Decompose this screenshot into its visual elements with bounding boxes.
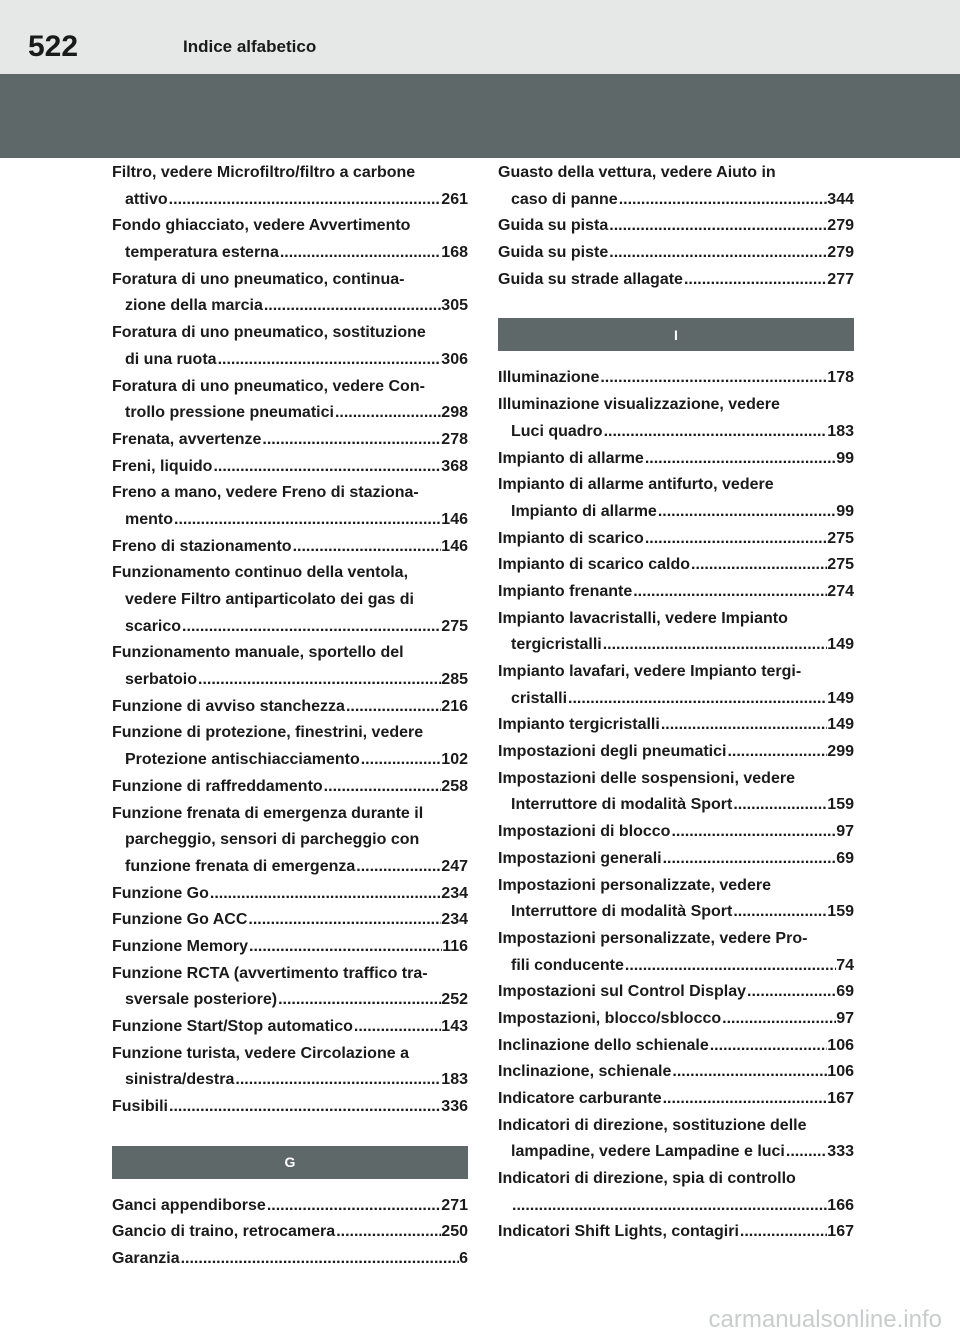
entry-page-number: 298 (441, 404, 468, 422)
entry-text: Funzionamento manuale, sportello del (112, 644, 404, 662)
entry-leader-line (498, 1006, 854, 1033)
index-entry (498, 1086, 854, 1113)
index-entry (112, 907, 468, 934)
entry-text: Impianto di allarme (511, 502, 657, 520)
entry-text: Indicatore carburante (498, 1090, 662, 1107)
entry-page-number: 143 (441, 1018, 468, 1035)
entry-text: Funzione turista, vedere Circolazione a (112, 1044, 409, 1062)
entry-text: zione della marcia (125, 297, 263, 315)
leader-dots (662, 846, 837, 873)
index-entry (498, 526, 854, 553)
entry-text: Inclinazione dello schienale (498, 1036, 709, 1054)
leader-dots (599, 365, 827, 392)
leader-dots (683, 267, 827, 294)
entry-text: Funzionamento continuo della ventola, (112, 564, 409, 582)
index-entry (498, 1006, 854, 1033)
entry-text: Guida su piste (498, 244, 609, 262)
leader-dots (355, 854, 441, 881)
entry-page-number: 333 (827, 1143, 854, 1161)
entry-text: Impianto lavafari, vedere Impianto tergi- (498, 663, 802, 680)
entry-leader-line (112, 240, 468, 267)
entry-text: funzione frenata di emergenza (125, 857, 356, 875)
entry-page-number: 167 (827, 1223, 854, 1241)
leader-dots (657, 499, 836, 526)
index-entry (498, 240, 854, 267)
entry-page-number: 99 (836, 449, 854, 467)
leader-dots (739, 1219, 827, 1246)
entry-leader-line (498, 739, 854, 766)
entry-leader-line (498, 979, 854, 1006)
index-column-left (112, 160, 468, 1273)
entry-page-number: 166 (827, 1196, 854, 1214)
entry-leader-line (112, 747, 468, 774)
entry-page-number: 344 (827, 190, 854, 208)
entry-leader-line (112, 534, 468, 561)
entry-leader-line (112, 400, 468, 427)
leader-dots (632, 579, 827, 606)
entry-text: Impianto frenante (498, 582, 633, 600)
entry-page-number: 99 (836, 502, 854, 520)
entry-leader-line (498, 1033, 854, 1060)
leader-dots (567, 686, 827, 713)
entry-text: Funzione di avviso stanchezza (112, 697, 345, 715)
leader-dots (168, 1094, 441, 1121)
entry-page-number: 271 (441, 1196, 468, 1214)
index-entry (498, 392, 854, 445)
entry-page-number: 278 (441, 430, 468, 448)
leader-dots (732, 899, 827, 926)
entry-leader-line (498, 1139, 854, 1166)
entry-page-number: 168 (441, 244, 468, 262)
entry-text: Impostazioni delle sospensioni, vedere (498, 769, 795, 787)
entry-text: Impostazioni, blocco/sblocco (498, 1009, 722, 1027)
entry-text: cristalli (511, 689, 568, 707)
index-entry (498, 267, 854, 294)
entry-text: Ganci appendiborse (112, 1196, 266, 1214)
entry-leader-line (498, 446, 854, 473)
entry-page-number: 279 (827, 244, 854, 262)
index-entry (498, 739, 854, 766)
entry-leader-line (112, 854, 468, 881)
entry-page-number: 274 (827, 582, 854, 600)
entry-text: attivo (125, 190, 168, 208)
index-entry (112, 961, 468, 1014)
index-entry (498, 213, 854, 240)
entry-text: sinistra/destra (125, 1071, 235, 1089)
leader-dots (608, 240, 827, 267)
entry-text: Funzione di protezione, finestrini, vedere (112, 724, 424, 742)
entry-page-number: 252 (441, 991, 468, 1009)
leader-dots (180, 1246, 460, 1273)
entry-text: Funzione RCTA (avvertimento traffico tra- (112, 964, 428, 982)
entry-leader-line (498, 526, 854, 553)
entry-page-number: 279 (827, 217, 854, 235)
entry-text: trollo pressione pneumatici (125, 404, 334, 422)
entry-text: Foratura di uno pneumatico, vedere Con- (112, 377, 425, 395)
entry-leader-line (498, 499, 854, 526)
entry-page-number: 167 (827, 1090, 854, 1107)
entry-page-number: 258 (441, 777, 468, 795)
entry-page-number: 277 (827, 270, 854, 288)
entry-text: Protezione antischiacciamento (125, 751, 360, 769)
entry-text: Impianto di allarme (498, 449, 644, 467)
entry-page-number: 149 (827, 636, 854, 654)
entry-text: Guida su pista (498, 217, 609, 235)
entry-page-number: 285 (441, 671, 468, 689)
entry-page-number: 368 (441, 457, 468, 475)
entry-page-number: 149 (827, 689, 854, 707)
entry-page-number: 69 (836, 983, 854, 1001)
entry-text: Fusibili (112, 1098, 168, 1116)
leader-dots (173, 507, 441, 534)
index-entry (112, 720, 468, 773)
page-header (0, 0, 960, 74)
entry-page-number: 146 (441, 537, 468, 555)
entry-text: mento (125, 510, 173, 528)
entry-leader-line (112, 1094, 468, 1121)
entry-text: Illuminazione (498, 369, 600, 387)
entry-page-number: 178 (827, 369, 854, 387)
index-entry (112, 1246, 468, 1273)
section-title: Indice alfabetico (183, 37, 317, 56)
index-entry (112, 694, 468, 721)
index-entry (112, 1041, 468, 1094)
entry-leader-line (112, 881, 468, 908)
entry-text: Freno a mano, vedere Freno di staziona- (112, 484, 419, 502)
leader-dots (277, 987, 441, 1014)
entry-text: Funzione Go ACC (112, 911, 248, 929)
leader-dots (263, 293, 441, 320)
index-entry (112, 1219, 468, 1246)
entry-leader-line (498, 267, 854, 294)
index-entry (498, 819, 854, 846)
entry-page-number: 183 (827, 422, 854, 440)
entry-text: Indicatori Shift Lights, contagiri (498, 1223, 739, 1241)
entry-text: Impianto di scarico caldo (498, 556, 691, 574)
letter-section-header: G (112, 1146, 468, 1179)
index-entry (498, 446, 854, 473)
letter-section-header: I (498, 318, 854, 351)
index-entry (498, 552, 854, 579)
entry-leader-line (498, 1086, 854, 1113)
entry-page-number: 299 (827, 743, 854, 761)
leader-dots (624, 953, 836, 980)
entry-leader-line (112, 907, 468, 934)
leader-dots (212, 454, 441, 481)
leader-dots (181, 614, 441, 641)
entry-leader-line (112, 427, 468, 454)
entry-page-number: 336 (441, 1098, 468, 1116)
leader-dots (511, 1193, 827, 1220)
index-entry (112, 801, 468, 881)
entry-text: Garanzia (112, 1250, 180, 1268)
index-entry (498, 873, 854, 926)
entry-text: scarico (125, 617, 182, 635)
index-entry (112, 774, 468, 801)
entry-page-number: 261 (441, 190, 468, 208)
index-entry (112, 480, 468, 533)
leader-dots (345, 694, 441, 721)
entry-leader-line (498, 846, 854, 873)
entry-leader-line (112, 507, 468, 534)
entry-page-number: 102 (441, 751, 468, 769)
leader-dots (726, 739, 827, 766)
leader-dots (248, 934, 442, 961)
entry-text: di una ruota (125, 350, 217, 368)
entry-leader-line (498, 213, 854, 240)
index-entry (112, 374, 468, 427)
entry-leader-line (112, 987, 468, 1014)
entry-leader-line (498, 579, 854, 606)
leader-dots (197, 667, 441, 694)
leader-dots (217, 347, 442, 374)
entry-text: Impianto tergicristalli (498, 716, 660, 734)
entry-leader-line (112, 614, 468, 641)
entry-text: Impostazioni personalizzate, vedere (498, 876, 771, 894)
entry-leader-line (112, 1246, 468, 1273)
entry-leader-line (112, 454, 468, 481)
entry-text: tergicristalli (511, 636, 602, 654)
entry-leader-line (498, 552, 854, 579)
index-entry (498, 712, 854, 739)
leader-dots (671, 1059, 827, 1086)
leader-dots (234, 1067, 441, 1094)
index-entry (112, 454, 468, 481)
entry-page-number: 149 (827, 716, 854, 734)
leader-dots (602, 632, 828, 659)
leader-dots (660, 712, 827, 739)
leader-dots (247, 907, 441, 934)
entry-text: Indicatori di direzione, sostituzione delle (498, 1116, 807, 1134)
index-entry (112, 934, 468, 961)
entry-leader-line (498, 240, 854, 267)
leader-dots (335, 1219, 441, 1246)
entry-text: parcheggio, sensori di parcheggio con (125, 831, 420, 849)
entry-page-number: 306 (441, 350, 468, 368)
entry-leader-line (498, 899, 854, 926)
entry-text: Interruttore di modalità Sport (511, 796, 733, 814)
entry-page-number: 97 (836, 1009, 854, 1027)
entry-page-number: 275 (441, 617, 468, 635)
index-entry (498, 606, 854, 659)
index-entry (498, 1219, 854, 1246)
leader-dots (644, 446, 836, 473)
entry-leader-line (112, 293, 468, 320)
entry-leader-line (112, 1193, 468, 1220)
header-band (0, 74, 960, 158)
entry-leader-line (498, 187, 854, 214)
entry-page-number: 74 (836, 956, 854, 974)
leader-dots (670, 819, 836, 846)
index-entry (498, 926, 854, 979)
entry-page-number: 116 (442, 937, 468, 955)
index-entry (498, 766, 854, 819)
entry-text: Impostazioni di blocco (498, 823, 671, 841)
leader-dots (209, 881, 441, 908)
entry-leader-line (498, 792, 854, 819)
index-entry (112, 640, 468, 693)
entry-leader-line (112, 187, 468, 214)
leader-dots (334, 400, 441, 427)
leader-dots (618, 187, 828, 214)
entry-text: Foratura di uno pneumatico, continua- (112, 270, 405, 288)
index-entry (498, 846, 854, 873)
entry-text: Guasto della vettura, vedere Aiuto in (498, 164, 776, 181)
leader-dots (266, 1193, 441, 1220)
index-entry (112, 881, 468, 908)
leader-dots (353, 1014, 441, 1041)
entry-page-number: 159 (827, 903, 854, 921)
index-column-right (498, 160, 854, 1246)
entry-text: Impianto di allarme antifurto, vedere (498, 476, 774, 494)
leader-dots (644, 526, 827, 553)
watermark: carmanualsonline.info (708, 1306, 942, 1333)
entry-text: Funzione Memory (112, 937, 249, 955)
leader-dots (261, 427, 441, 454)
leader-dots (662, 1086, 828, 1113)
entry-text: Inclinazione, schienale (498, 1063, 672, 1081)
entry-text: vedere Filtro antiparticolato dei gas di (125, 591, 414, 608)
entry-leader-line (112, 1219, 468, 1246)
entry-text: serbatoio (125, 671, 198, 689)
entry-page-number: 305 (441, 297, 468, 315)
leader-dots (721, 1006, 836, 1033)
entry-leader-line (112, 774, 468, 801)
leader-dots (608, 213, 827, 240)
entry-page-number: 6 (459, 1250, 468, 1268)
index-entry (498, 659, 854, 712)
entry-page-number: 275 (827, 529, 854, 547)
page-number: 522 (28, 30, 79, 63)
entry-page-number: 250 (441, 1223, 468, 1241)
entry-page-number: 146 (441, 510, 468, 528)
entry-leader-line (112, 934, 468, 961)
entry-leader-line (498, 1059, 854, 1086)
leader-dots (279, 240, 441, 267)
index-entry (112, 1193, 468, 1220)
entry-text: Funzione Start/Stop automatico (112, 1018, 353, 1035)
entry-text: Illuminazione visualizzazione, vedere (498, 396, 780, 414)
entry-text: Frenata, avvertenze (112, 430, 262, 448)
entry-page-number: 97 (836, 823, 854, 841)
index-entry (498, 160, 854, 213)
entry-leader-line (112, 1067, 468, 1094)
entry-text: caso di panne (511, 190, 618, 208)
leader-dots (603, 419, 828, 446)
entry-text: Freni, liquido (112, 457, 213, 475)
entry-text: Funzione di raffreddamento (112, 777, 323, 795)
entry-text: Interruttore di modalità Sport (511, 903, 733, 921)
entry-text: Fondo ghiacciato, vedere Avvertimento (112, 217, 411, 235)
index-entry (112, 213, 468, 266)
entry-leader-line (498, 632, 854, 659)
index-entry (498, 1166, 854, 1219)
entry-page-number: 106 (827, 1036, 854, 1054)
index-entry (112, 427, 468, 454)
entry-leader-line (498, 712, 854, 739)
entry-page-number: 106 (827, 1063, 854, 1081)
entry-page-number: 275 (827, 556, 854, 574)
entry-leader-line (112, 667, 468, 694)
entry-page-number: 159 (827, 796, 854, 814)
leader-dots (292, 534, 442, 561)
leader-dots (168, 187, 442, 214)
leader-dots (690, 552, 827, 579)
entry-text: Impostazioni generali (498, 849, 662, 867)
entry-page-number: 234 (441, 884, 468, 902)
entry-text: fili conducente (511, 956, 624, 974)
index-entry (112, 1094, 468, 1121)
index-entry (112, 267, 468, 320)
index-entry (498, 472, 854, 525)
index-entry (112, 320, 468, 373)
entry-leader-line (112, 347, 468, 374)
leader-dots (323, 774, 442, 801)
leader-dots (732, 792, 827, 819)
leader-dots (709, 1033, 828, 1060)
entry-page-number: 247 (441, 857, 468, 875)
index-entry (112, 534, 468, 561)
entry-text: Indicatori di direzione, spia di controllo (498, 1170, 796, 1188)
entry-text: Filtro, vedere Microfiltro/filtro a carbone (112, 164, 416, 181)
index-entry (498, 1059, 854, 1086)
entry-text: Funzione Go (112, 884, 209, 902)
entry-text: Impostazioni sul Control Display (498, 983, 747, 1001)
index-entry (498, 1113, 854, 1166)
entry-text: Funzione frenata di emergenza durante il (112, 804, 424, 822)
entry-text: Impianto di scarico (498, 529, 644, 547)
entry-text: Freno di stazionamento (112, 537, 292, 555)
entry-text: Luci quadro (511, 422, 603, 440)
entry-text: Impostazioni degli pneumatici (498, 743, 727, 761)
entry-text: lampadine, vedere Lampadine e luci (511, 1143, 785, 1161)
entry-leader-line (498, 1193, 854, 1220)
index-entry (498, 579, 854, 606)
index-entry (498, 1033, 854, 1060)
entry-page-number: 183 (441, 1071, 468, 1089)
entry-text: Gancio di traino, retrocamera (112, 1223, 336, 1241)
leader-dots (746, 979, 836, 1006)
entry-text: Impostazioni personalizzate, vedere Pro- (498, 929, 808, 947)
entry-text: Impianto lavacristalli, vedere Impianto (498, 609, 788, 627)
index-entry (112, 1014, 468, 1041)
entry-leader-line (498, 686, 854, 713)
entry-page-number: 216 (441, 697, 468, 715)
index-entry (112, 560, 468, 640)
index-entry (498, 365, 854, 392)
entry-leader-line (498, 365, 854, 392)
entry-leader-line (498, 419, 854, 446)
entry-leader-line (112, 1014, 468, 1041)
entry-leader-line (112, 694, 468, 721)
entry-leader-line (498, 819, 854, 846)
entry-page-number: 234 (441, 911, 468, 929)
entry-leader-line (498, 1219, 854, 1246)
index-entry (112, 160, 468, 213)
leader-dots (785, 1139, 827, 1166)
entry-text: Guida su strade allagate (498, 270, 683, 288)
leader-dots (360, 747, 442, 774)
entry-text: sversale posteriore) (125, 991, 278, 1009)
entry-leader-line (498, 953, 854, 980)
entry-page-number: 69 (836, 849, 854, 867)
entry-text: Foratura di uno pneumatico, sostituzione (112, 324, 426, 342)
entry-text: temperatura esterna (125, 244, 279, 262)
index-entry (498, 979, 854, 1006)
